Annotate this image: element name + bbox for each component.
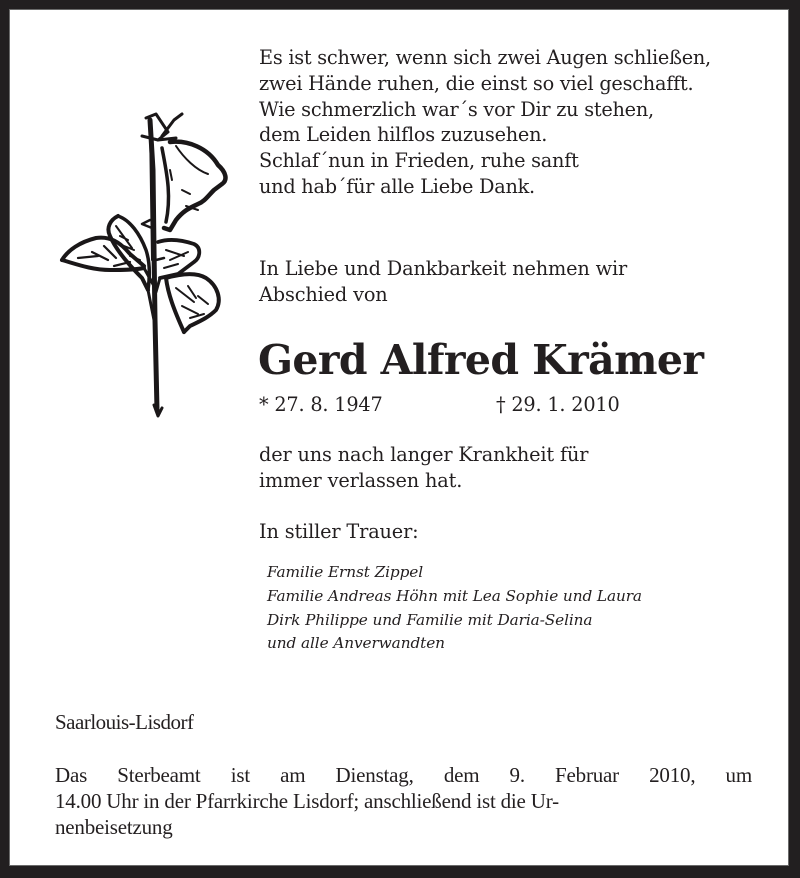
deceased-name: Gerd Alfred Krämer: [258, 336, 704, 384]
service-word: dem: [443, 763, 480, 787]
service-word: Dienstag,: [335, 763, 414, 787]
poem-line: Schlaf´nun in Frieden, ruhe sanft: [259, 149, 579, 173]
service-word: 2010,: [649, 763, 696, 787]
departed-text: [259, 442, 588, 494]
poem-line: dem Leiden hilflos zuzusehen.: [259, 123, 548, 147]
farewell-text: [259, 256, 627, 308]
mourner-entry: Familie Ernst Zippel: [267, 563, 424, 581]
service-word: Sterbeamt: [117, 763, 201, 787]
mourner-entry: Dirk Philippe und Familie mit Daria-Selina: [267, 610, 593, 629]
poem: [259, 45, 711, 200]
farewell-line: In Liebe und Dankbarkeit nehmen wir: [259, 257, 628, 280]
service-line: nenbeisetzung: [55, 815, 173, 839]
mourner-entry: und alle Anverwandten: [267, 634, 445, 653]
service-word: 9.: [509, 763, 525, 787]
mourner-entry: Familie Andreas Höhn mit Lea Sophie und Laura: [267, 586, 642, 605]
farewell-line: Abschied von: [259, 283, 388, 306]
service-word: um: [725, 763, 752, 787]
service-line: 14.00 Uhr in der Pfarrkirche Lisdorf; anschließend ist die Ur-: [55, 789, 559, 813]
service-info: [55, 762, 752, 840]
poem-line: zwei Hände ruhen, die einst so viel geschafft.: [259, 71, 694, 95]
service-word: ist: [230, 763, 250, 787]
service-word: Februar: [555, 763, 619, 787]
wilting-rose-icon: [58, 110, 228, 420]
location: Saarlouis-Lisdorf: [55, 710, 194, 734]
service-line: [55, 762, 752, 788]
poem-line: Wie schmerzlich war´s vor Dir zu stehen,: [259, 97, 654, 121]
service-word: Das: [55, 763, 88, 787]
poem-line: und hab´für alle Liebe Dank.: [259, 174, 535, 198]
service-word: am: [280, 763, 306, 787]
mourning-label: In stiller Trauer:: [259, 520, 419, 543]
departed-line: der uns nach langer Krankheit für: [259, 443, 589, 466]
poem-line: Es ist schwer, wenn sich zwei Augen schließen,: [259, 46, 711, 69]
obituary-notice: [9, 9, 789, 866]
mourners-list: [267, 561, 642, 656]
death-date: † 29. 1. 2010: [496, 393, 620, 416]
departed-line: immer verlassen hat.: [259, 469, 463, 492]
birth-date: * 27. 8. 1947: [259, 393, 383, 416]
